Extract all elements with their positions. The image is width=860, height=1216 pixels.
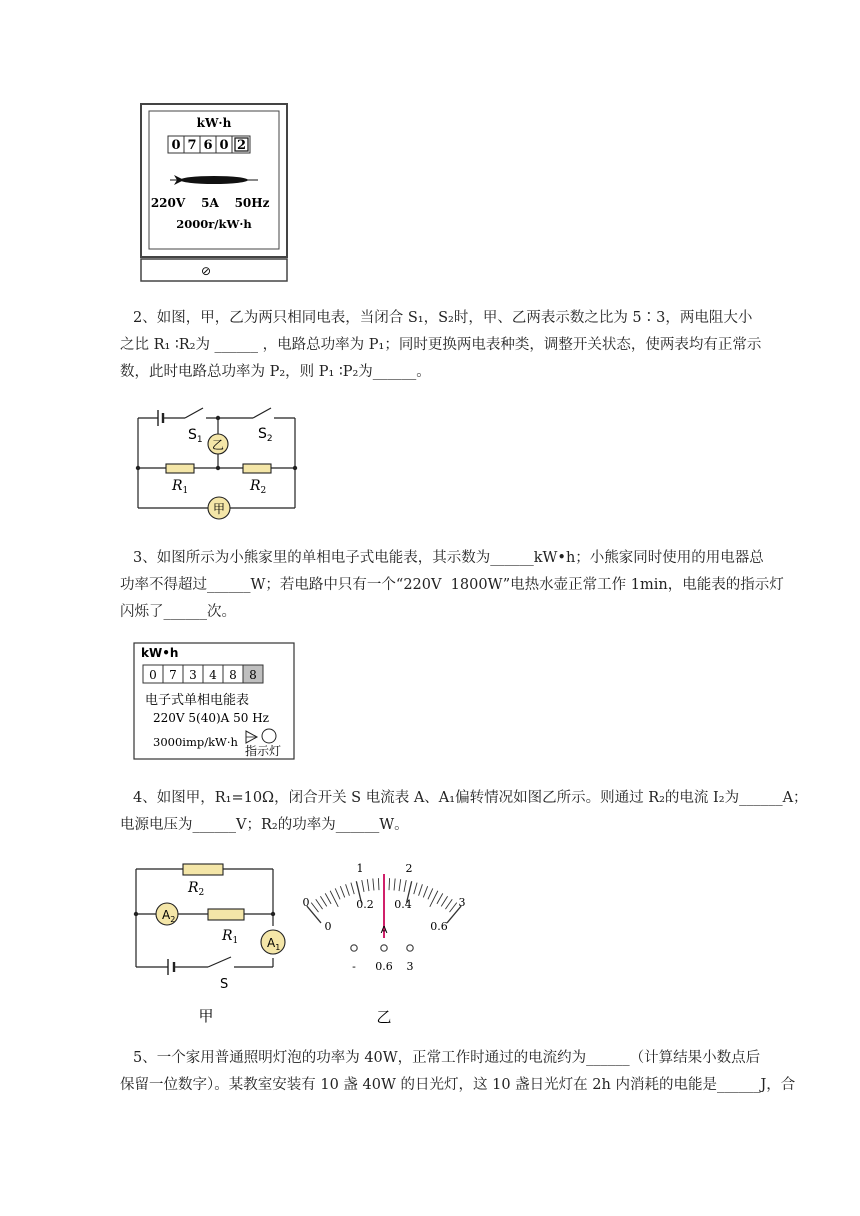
ammeter-upper-label: 3 [458,896,466,909]
ammeter-tick [423,886,427,897]
meter2-digits [143,665,263,683]
meter2-digit: 0 [149,668,157,682]
ammeter-tick [362,880,364,892]
q3-line3: 闪烁了______次。 [120,604,236,620]
ammeter-tick [378,878,379,890]
q4-line2: 电源电压为______V；R₂的功率为______W。 [120,817,409,833]
meter2-digit: 8 [229,668,237,682]
ammeter-unit-label: A [380,925,388,936]
meter1-spec-voltage: 220V [150,196,186,210]
meter1-digit: 0 [171,138,181,153]
q2-line2: 之比 R₁ ∶R₂为 ______ ，电路总功率为 P₁；同时更换两电表种类，调整开关状态，使两表均有正常示 [120,337,762,353]
ammeter-terminal-label: 0.6 [375,960,393,973]
meter2-name: 电子式单相电能表 [145,693,250,708]
q5-line1: 5、一个家用普通照明灯泡的功率为 40W，正常工作时通过的电流约为______（计算结果小数点后 [133,1050,761,1066]
meter2-figure [133,642,295,760]
ammeter-lower-label: 0.6 [430,920,448,933]
ammeter-tick [373,879,374,891]
ammeter-tick [419,884,423,895]
svg-text:A1: $A_1$ [267,936,281,952]
meter2-specs: 220V 5(40)A 50 Hz [153,711,270,725]
circuit1-r2-label: R [250,478,261,494]
ammeter-upper-label: 2 [405,862,413,875]
circuit1-r1 [166,464,194,473]
svg-text:R2: $R_2$ [188,880,205,898]
circuit2-r1-label: R [222,928,233,944]
ammeter-caption: 乙 [376,1008,392,1026]
circuit2-r2 [183,864,223,875]
ammeter-tick [414,883,417,895]
ammeter-tick [394,879,395,891]
circuit2-switch-label: S [220,977,229,992]
ammeter-tick [316,899,323,909]
q2-line1: 2、如图，甲，乙为两只相同电表，当闭合 S₁，S₂时，甲、乙两表示数之比为 5∶3，两电阻大小 [133,310,753,326]
meter1-spec-frequency: 50Hz [234,196,270,210]
svg-text:R1: $R_1$ [172,478,189,496]
ammeter-tick [445,899,452,909]
meter2-indicator-lamp [262,729,276,743]
q3-line2: 功率不得超过______W；若电路中只有一个“220V 1800W”电热水壶正常工作 1min，电能表的指示灯 [120,577,784,593]
meter1-constant: 2000r/kW·h [176,217,252,231]
question-5 [120,1045,813,1099]
ammeter-tick [335,888,340,899]
ammeter-tick [428,888,433,899]
circuit1-s2-label: S [258,426,267,442]
svg-text:R1: $R_1$ [222,928,239,946]
ammeter-tick [351,883,354,895]
meter2-unit: kW•h [141,646,179,660]
meter1-dial-symbol: ⊘ [200,264,212,278]
ammeter-lower-label: 0.4 [394,898,412,911]
ammeter-tick [404,880,406,892]
circuit1-r1-label: R [172,478,183,494]
q4-line1: 4、如图甲，R₁=10Ω，闭合开关 S 电流表 A、A₁偏转情况如图乙所示。则通过 R₂的电流 I₂为______A； [133,790,808,806]
question-2 [120,305,813,386]
ammeter-terminal-label: 3 [406,960,414,973]
ammeter-terminal-label: - [352,960,356,973]
circuit1-figure [130,398,310,526]
q3-line1: 3、如图所示为小熊家里的单相电子式电能表，其示数为______kW•h；小熊家同时使用的用电器总 [133,550,764,566]
ammeter-tick [340,886,344,897]
circuit2-figure [128,855,298,1030]
ammeter-tick [320,896,326,906]
meter1-digit: 2 [236,138,247,153]
ammeter-tick [437,893,443,903]
circuit2-a2-label: A [162,908,171,922]
meter2-constant: 3000imp/kW·h [153,735,238,749]
circuit1-r2 [243,464,271,473]
circuit1-meter-jia-label: 甲 [212,502,226,516]
ammeter-tick [441,896,447,906]
circuit2-r1 [208,909,244,920]
ammeter-terminal [381,945,387,951]
ammeter-tick [449,903,456,913]
circuit2-a1-label: A [267,936,276,950]
svg-text:S1: $S_1$ [188,427,203,445]
svg-text:R2: $R_2$ [250,478,267,496]
meter1-spec-current: 5A [201,196,219,210]
ammeter-tick [389,878,390,890]
ammeter-terminal [407,945,413,951]
circuit1-s1-label: S [188,427,197,443]
meter1-digit: 7 [187,138,197,153]
q5-line2: 保留一位数字）。某教室安装有 10 盏 40W 的日光灯，这 10 盏日光灯在 2h 内消耗的电能是______J，合 [120,1077,796,1093]
ammeter-upper-label: 1 [356,862,364,875]
meter1-digit: 6 [203,138,213,153]
ammeter-tick [325,893,331,903]
question-4 [120,785,813,839]
meter1-figure [140,103,288,283]
meter2-indicator-label: 指示灯 [245,744,282,758]
meter1-digit: 0 [219,138,229,153]
meter1-digits [168,136,250,153]
ammeter-terminal [351,945,357,951]
circuit1-meter-yi-label: 乙 [211,438,225,452]
meter2-digit: 4 [209,668,217,682]
circuit2-caption: 甲 [198,1007,214,1025]
ammeter-tick [311,903,318,913]
meter2-digit: 8 [249,668,257,682]
question-3 [120,545,813,626]
ammeter-lower-label: 0.2 [356,898,374,911]
meter1-unit: kW·h [196,116,232,130]
ammeter-lower-label: 0 [324,920,332,933]
ammeter-figure [298,858,488,1028]
meter2-digit: 7 [169,668,177,682]
svg-text:A2: $A_2$ [162,908,176,924]
svg-text:S2: $S_2$ [258,426,273,444]
ammeter-tick [367,879,369,891]
ammeter-tick [399,879,401,891]
q2-line3: 数，此时电路总功率为 P₂，则 P₁ ∶P₂为______。 [120,364,431,380]
meter2-digit: 3 [189,668,197,682]
ammeter-upper-label: 0 [302,896,310,909]
circuit2-r2-label: R [188,880,199,896]
ammeter-tick [346,884,350,895]
